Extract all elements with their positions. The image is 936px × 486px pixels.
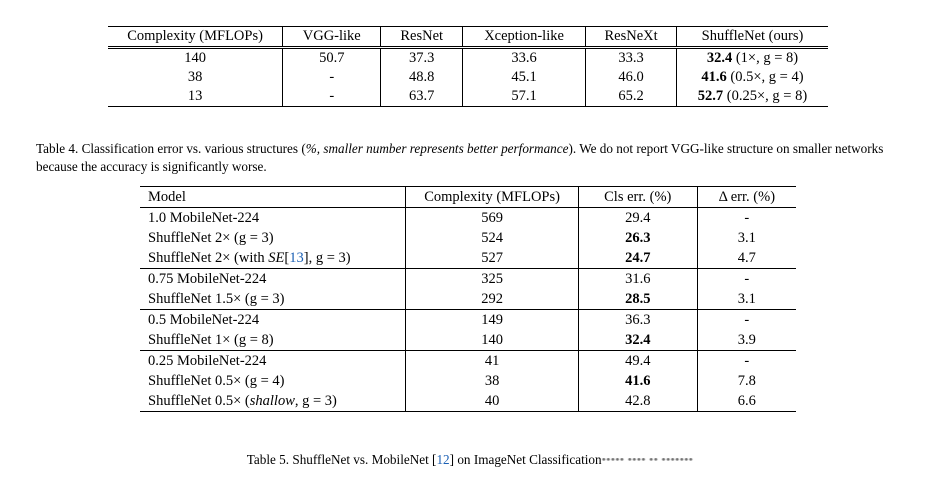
cell-complexity: 41: [406, 351, 579, 372]
cell-xception: 45.1: [462, 68, 585, 87]
cell-xception: 57.1: [462, 87, 585, 107]
table-5-header-cls-err: Cls err. (%): [578, 187, 697, 208]
caption-5-smudged-tail: ••••• •••• •• •••••••: [601, 453, 694, 467]
table-4-header-vgg: VGG-like: [283, 27, 381, 48]
table-5-caption: [36, 452, 904, 468]
cell-shufflenet: [676, 87, 828, 107]
cell-shufflenet-note: (0.5×, g = 4): [730, 69, 804, 85]
table-4: [108, 26, 828, 107]
table-5-grid: [140, 186, 796, 412]
caption-4-text-after: ). We do not report VGG-like structure on smaller networks because the accuracy is significantly worse.: [36, 141, 884, 174]
cell-cls-err: 24.7: [578, 248, 697, 269]
cell-complexity: 38: [406, 371, 579, 391]
cell-delta-err: -: [697, 351, 796, 372]
cell-complexity: 524: [406, 228, 579, 248]
cell-resnet: 48.8: [381, 68, 463, 87]
cell-shufflenet-value: 32.4: [706, 50, 733, 66]
cell-shufflenet-value: 52.7: [697, 88, 724, 104]
cell-shufflenet-note: (1×, g = 8): [735, 50, 799, 66]
cell-delta-err: 3.1: [737, 229, 756, 246]
table-row-header: [140, 187, 796, 208]
table-row: [140, 351, 796, 372]
cell-model: ShuffleNet 1.5× (g = 3): [140, 289, 406, 310]
caption-5-text: ShuffleNet vs. MobileNet [: [289, 452, 437, 467]
cell-complexity: 149: [406, 310, 579, 331]
table-5-header-complexity: Complexity (MFLOPs): [406, 187, 579, 208]
cell-shufflenet: [676, 68, 828, 87]
caption-4-text-before: Classification error vs. various structures (: [78, 141, 306, 156]
cell-delta-err: -: [744, 209, 750, 226]
cell-complexity: 569: [406, 208, 579, 229]
cell-delta-err: -: [697, 310, 796, 331]
cell-complexity: 527: [406, 248, 579, 269]
cell-model: 1.0 MobileNet-224: [140, 208, 406, 229]
cell-resnext: 65.2: [586, 87, 677, 107]
cell-vgg: -: [283, 68, 381, 87]
cell-complexity: 325: [406, 269, 579, 290]
cell-delta-err: 3.1: [737, 290, 756, 307]
table-4-caption: [36, 140, 904, 175]
cell-delta-err: 4.7: [737, 249, 756, 266]
cell-shufflenet: [676, 48, 828, 69]
citation-link-se[interactable]: 13: [289, 249, 304, 266]
table-row: [140, 330, 796, 351]
cell-delta-err: -: [697, 269, 796, 290]
cell-model: ShuffleNet 0.5× (shallow, g = 3): [140, 391, 406, 412]
cell-model: ShuffleNet 0.5× (g = 4): [140, 371, 406, 391]
cell-cls-err: 26.3: [578, 228, 697, 248]
cell-cls-err: 29.4: [578, 208, 697, 229]
cell-cls-err: 32.4: [578, 330, 697, 351]
cell-xception: 33.6: [462, 48, 585, 69]
table-row: [108, 48, 828, 69]
cell-shufflenet-note: (0.25×, g = 8): [726, 88, 808, 104]
cell-resnet: 37.3: [381, 48, 463, 69]
cell-cls-err: 49.4: [578, 351, 697, 372]
cell-vgg: 50.7: [283, 48, 381, 69]
cell-resnext: 33.3: [586, 48, 677, 69]
cell-complexity: 38: [108, 68, 283, 87]
cell-delta-err: 7.8: [737, 372, 756, 389]
cell-vgg: -: [283, 87, 381, 107]
citation-link-mobilenet[interactable]: 12: [436, 452, 450, 467]
cell-resnext: 46.0: [586, 68, 677, 87]
cell-model: ShuffleNet 2× (with SE[13], g = 3): [140, 248, 406, 269]
table-row: [140, 208, 796, 229]
cell-model: ShuffleNet 2× (g = 3): [140, 228, 406, 248]
cell-cls-err: 42.8: [578, 391, 697, 412]
table-4-header-resnet: ResNet: [381, 27, 463, 48]
cell-cls-err: 31.6: [578, 269, 697, 290]
cell-resnet: 63.7: [381, 87, 463, 107]
table-row: [108, 68, 828, 87]
cell-complexity: 292: [406, 289, 579, 310]
cell-complexity: 140: [406, 330, 579, 351]
table-row: [108, 87, 828, 107]
table-row: [140, 248, 796, 269]
cell-model: 0.75 MobileNet-224: [140, 269, 406, 290]
cell-cls-err: 41.6: [578, 371, 697, 391]
cell-complexity: 13: [108, 87, 283, 107]
cell-delta-err: 6.6: [697, 391, 796, 412]
caption-5-text-end: ] on ImageNet Classification: [449, 452, 602, 467]
table-row: [140, 269, 796, 290]
cell-model: 0.5 MobileNet-224: [140, 310, 406, 331]
table-row: [140, 228, 796, 248]
cell-model: ShuffleNet 1× (g = 8): [140, 330, 406, 351]
caption-4-label: Table 4.: [36, 141, 79, 156]
table-row: [140, 391, 796, 412]
caption-5-label: Table 5.: [246, 452, 290, 467]
table-row-header: [108, 27, 828, 48]
table-row: [140, 289, 796, 310]
cell-model: 0.25 MobileNet-224: [140, 351, 406, 372]
table-row: [140, 371, 796, 391]
table-4-header-resnext: ResNeXt: [586, 27, 677, 48]
caption-4-italic: %, smaller number represents better performance: [305, 141, 569, 156]
cell-shufflenet-value: 41.6: [701, 69, 727, 85]
shallow-label: shallow: [249, 392, 295, 409]
cell-complexity: 40: [406, 391, 579, 412]
se-label: SE: [268, 249, 285, 266]
table-4-header-xception: Xception-like: [462, 27, 585, 48]
cell-cls-err: 28.5: [578, 289, 697, 310]
cell-complexity: 140: [108, 48, 283, 69]
table-4-header-complexity: Complexity (MFLOPs): [108, 27, 283, 48]
table-5: [140, 186, 796, 412]
cell-cls-err: 36.3: [578, 310, 697, 331]
table-row: [140, 310, 796, 331]
table-5-header-model: Model: [140, 187, 406, 208]
cell-delta-err: 3.9: [737, 331, 756, 348]
table-4-header-shufflenet: ShuffleNet (ours): [676, 27, 828, 48]
table-5-header-delta-err: Δ err. (%): [697, 187, 796, 208]
table-4-grid: [108, 26, 828, 107]
